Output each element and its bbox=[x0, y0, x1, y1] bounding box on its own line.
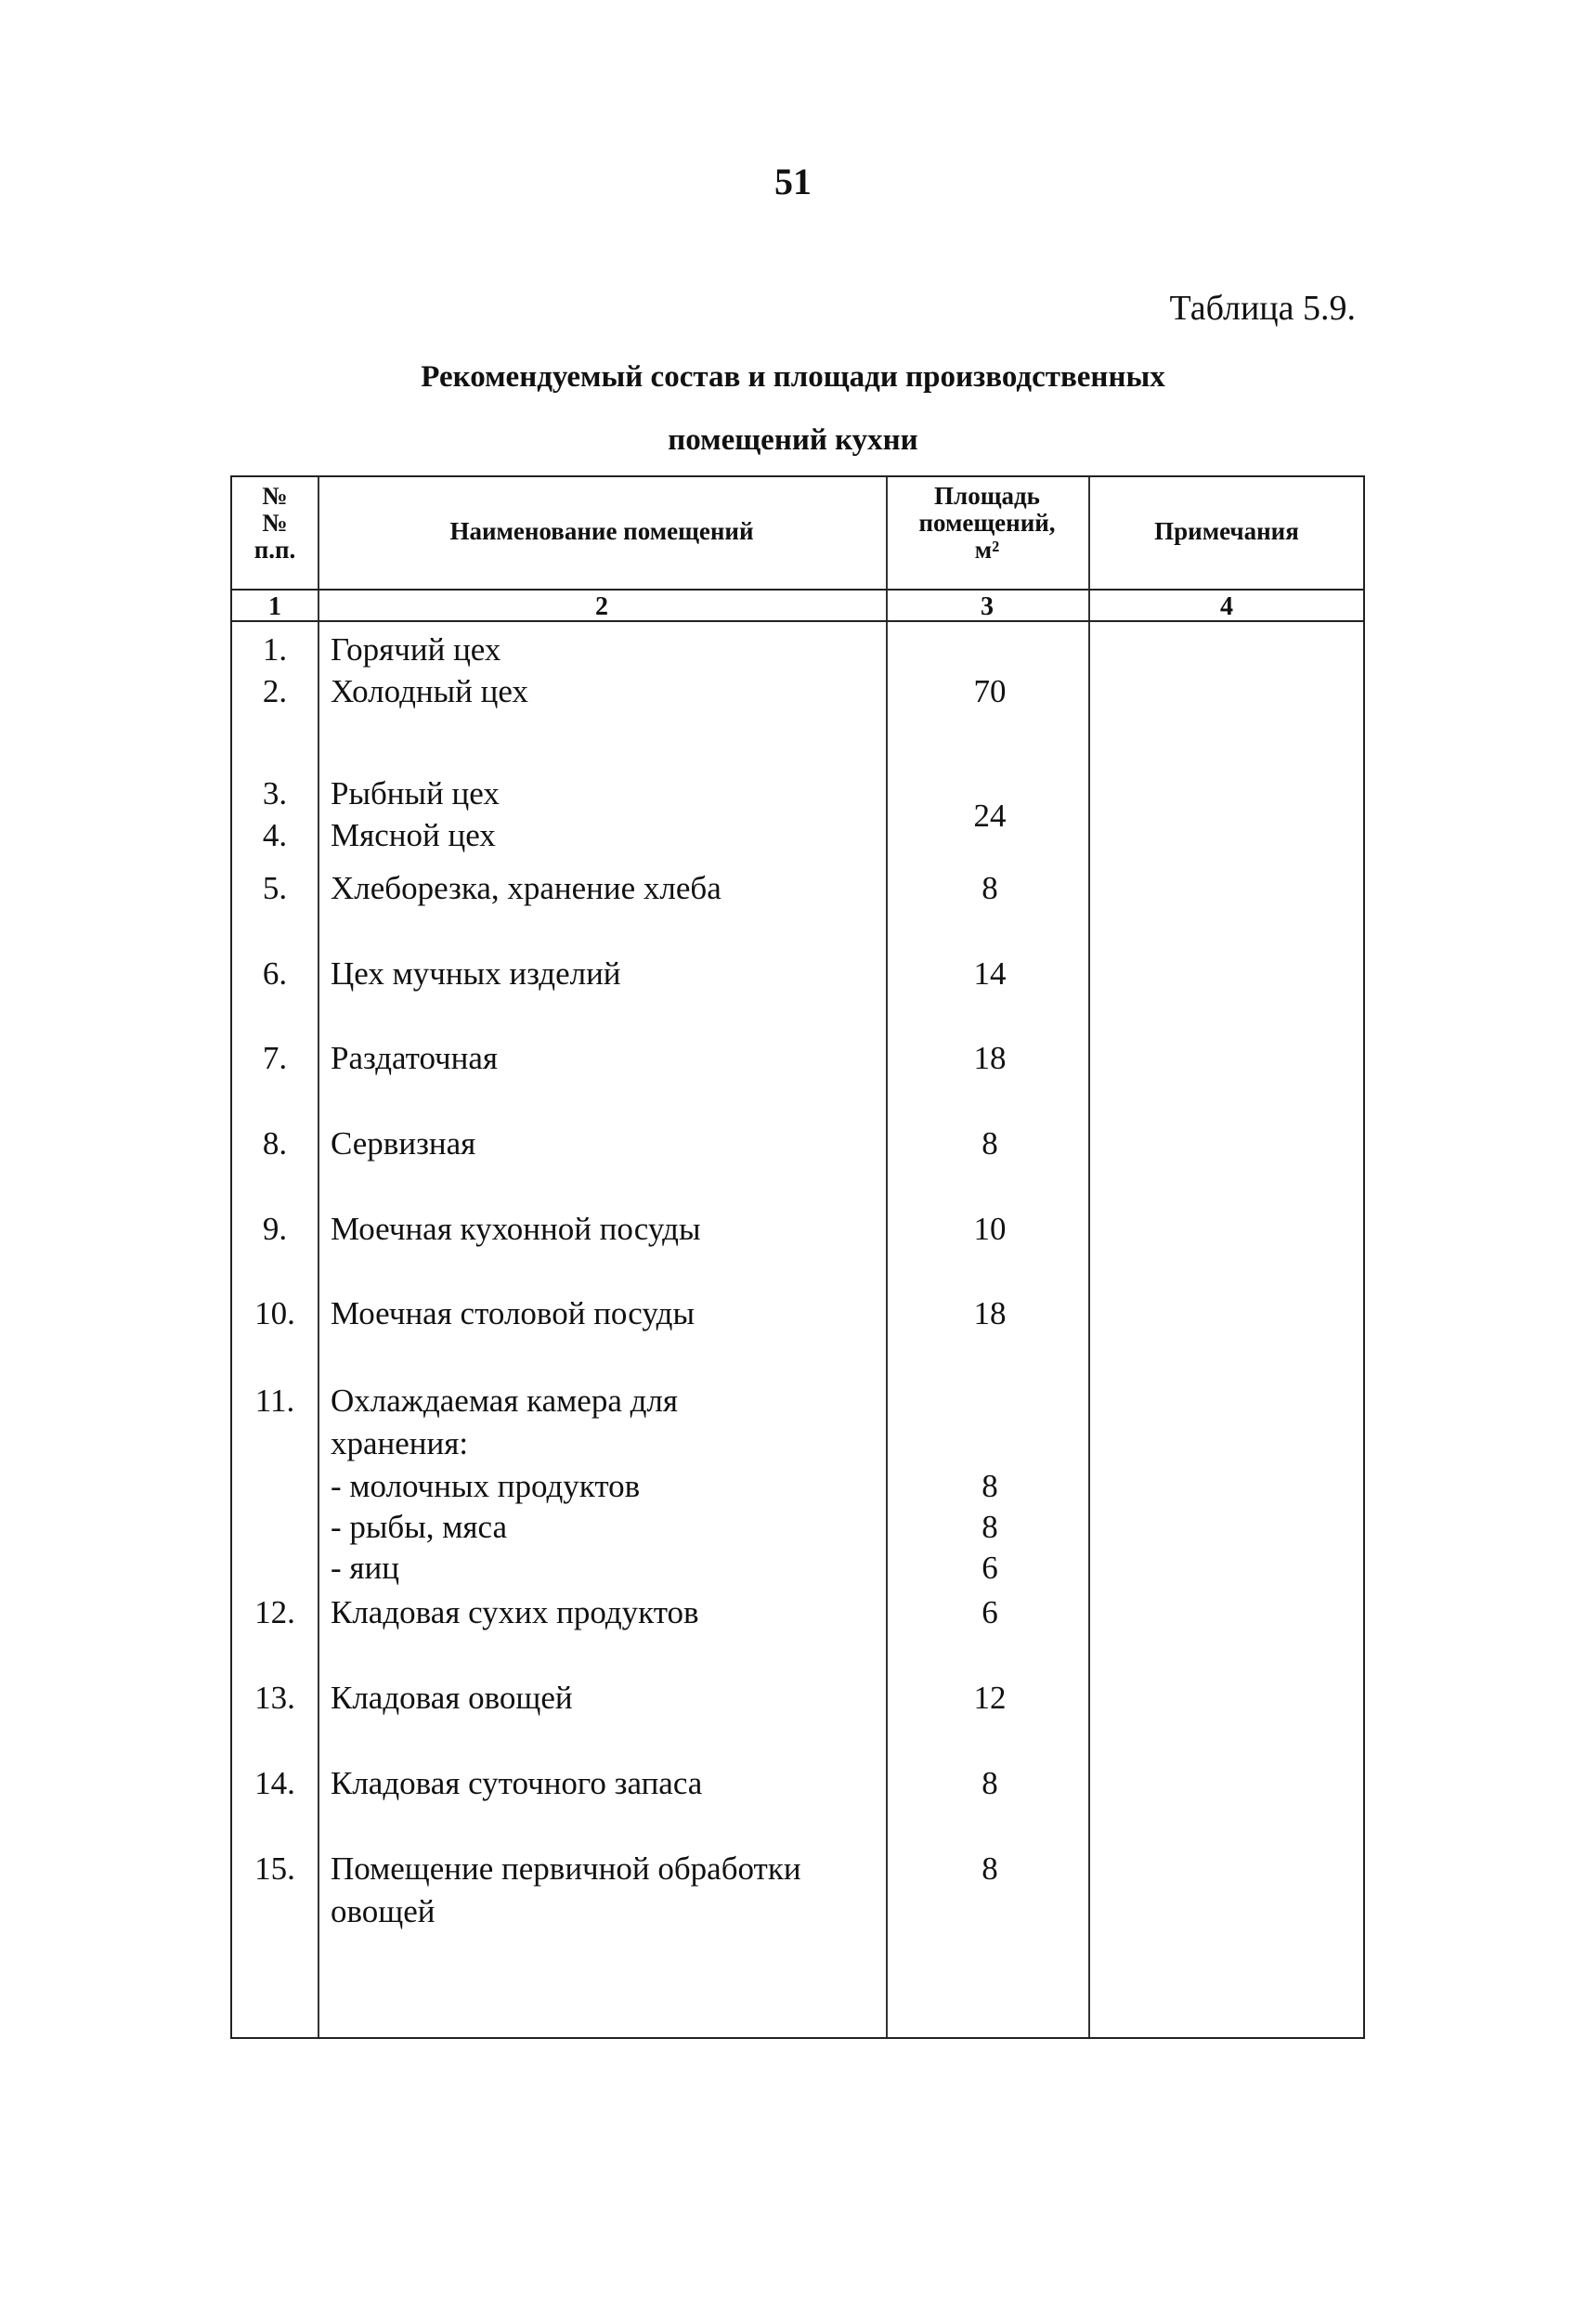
room-area-merged: 70 bbox=[973, 673, 1007, 709]
row-number: 6. bbox=[262, 955, 288, 992]
room-area: 8 bbox=[982, 1850, 998, 1887]
row-number: 5. bbox=[262, 870, 288, 906]
room-name: Цех мучных изделий bbox=[331, 955, 621, 992]
room-area: 8 bbox=[982, 1765, 998, 1801]
room-area: 18 bbox=[973, 1040, 1007, 1076]
room-name: Горячий цех bbox=[331, 631, 501, 668]
table-label: Таблица 5.9. bbox=[1169, 289, 1356, 328]
sub-item-area: 8 bbox=[982, 1468, 998, 1504]
row-number: 15. bbox=[254, 1850, 295, 1887]
column-number: 4 bbox=[1220, 592, 1233, 621]
row-number: 8. bbox=[262, 1125, 288, 1162]
table-title bbox=[0, 345, 1586, 472]
column-number: 2 bbox=[595, 592, 608, 621]
header-area: Площадь помещений, м² bbox=[918, 482, 1056, 564]
page-number: 51 bbox=[774, 161, 812, 202]
header-number: № № п.п. bbox=[254, 482, 296, 564]
header-room-name: Наименование помещений bbox=[449, 517, 754, 545]
header-notes: Примечания bbox=[1154, 517, 1299, 545]
room-area: 14 bbox=[973, 955, 1007, 992]
room-area: 18 bbox=[973, 1295, 1007, 1331]
room-area: 8 bbox=[982, 1125, 998, 1162]
room-area: 6 bbox=[982, 1594, 998, 1630]
room-name: Кладовая суточного запаса bbox=[331, 1765, 703, 1801]
room-name: Кладовая сухих продуктов bbox=[331, 1594, 699, 1630]
room-area: 8 bbox=[982, 870, 998, 906]
room-name: Охлаждаемая камера для хранения: bbox=[331, 1383, 678, 1461]
room-name: Помещение первичной обработки овощей bbox=[331, 1850, 801, 1929]
room-name: Рыбный цех bbox=[331, 775, 500, 811]
table-title-line-2: помещений кухни bbox=[668, 423, 918, 457]
row-number: 3. bbox=[262, 775, 288, 811]
room-name: Хлеборезка, хранение хлеба bbox=[331, 870, 722, 906]
room-name: Моечная кухонной посуды bbox=[331, 1211, 701, 1247]
room-area: 10 bbox=[973, 1211, 1007, 1247]
row-number: 9. bbox=[262, 1211, 288, 1247]
room-name: Мясной цех bbox=[331, 817, 496, 853]
column-number: 3 bbox=[981, 592, 994, 621]
room-name: Кладовая овощей bbox=[331, 1680, 573, 1716]
row-number: 4. bbox=[262, 817, 288, 853]
room-name: Холодный цех bbox=[331, 673, 528, 709]
row-number: 14. bbox=[254, 1765, 295, 1801]
room-name: Раздаточная bbox=[331, 1040, 499, 1076]
header-divider bbox=[232, 589, 1363, 591]
sub-item-name: - яиц bbox=[331, 1550, 399, 1586]
row-number: 11. bbox=[254, 1383, 295, 1419]
column-divider bbox=[1088, 477, 1090, 2037]
room-name: Моечная столовой посуды bbox=[331, 1295, 695, 1331]
room-area: 12 bbox=[973, 1680, 1007, 1716]
column-divider bbox=[318, 477, 319, 2037]
sub-item-name: - молочных продуктов bbox=[331, 1468, 641, 1504]
row-number: 13. bbox=[254, 1680, 295, 1716]
row-number: 10. bbox=[254, 1295, 295, 1331]
sub-item-area: 6 bbox=[982, 1550, 998, 1586]
table-title-line-1: Рекомендуемый состав и площади производственных bbox=[421, 360, 1165, 394]
sub-item-name: - рыбы, мяса bbox=[331, 1509, 507, 1545]
rooms-table bbox=[230, 475, 1365, 2039]
sub-item-area: 8 bbox=[982, 1509, 998, 1545]
row-number: 7. bbox=[262, 1040, 288, 1076]
room-area-merged: 24 bbox=[973, 798, 1007, 834]
row-number: 1. bbox=[262, 631, 288, 668]
room-name: Сервизная bbox=[331, 1125, 476, 1162]
row-number: 2. bbox=[262, 673, 288, 709]
column-number: 1 bbox=[268, 592, 281, 621]
row-number: 12. bbox=[254, 1594, 295, 1630]
